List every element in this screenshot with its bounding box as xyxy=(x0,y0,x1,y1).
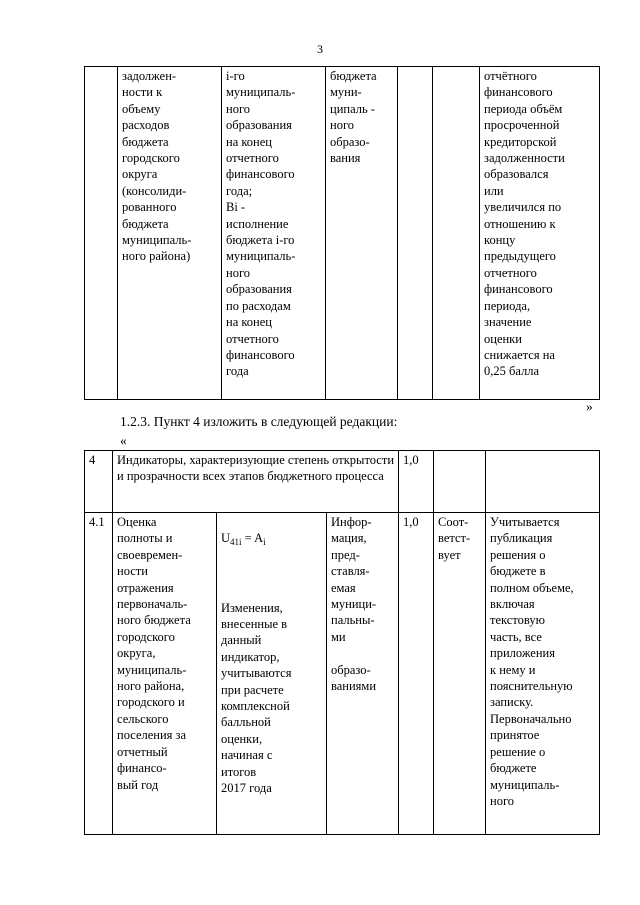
cell-weight: 1,0 xyxy=(399,513,434,835)
cell-number: 4 xyxy=(85,451,113,513)
table-row xyxy=(85,513,600,835)
cell-target xyxy=(434,451,486,513)
cell-comment: Учитывается публикация решения о бюджете в полном объеме, включая текстовую часть, все приложения к нему и пояснительную записку. Первоначально принятое решение о бюджете муниципаль- ного xyxy=(486,513,600,835)
cell-indicator-name: Оценка полноты и своевремен- ности отражения первоначаль- ного бюджета городского округа, муниципаль- ного района, городского и сельского поселения за отчетный финансо- вый год xyxy=(113,513,217,835)
cell-indicator-name: задолжен- ности к объему расходов бюджета городского округа (консолиди- рованного бюджета муниципаль- ного района) xyxy=(118,67,222,400)
amendment-paragraph: 1.2.3. Пункт 4 изложить в следующей редакции: xyxy=(120,414,398,429)
cell-number: 4.1 xyxy=(85,513,113,835)
table-continuation xyxy=(84,66,600,400)
table-row xyxy=(85,67,600,400)
cell-source: Инфор- мация, пред- ставля- емая муници- пальны- ми образо- ваниями xyxy=(327,513,399,835)
cell-source: бюджета муни- ципаль - ного образо- вания xyxy=(326,67,398,400)
formula: $U_{41i} = A_i$ xyxy=(221,531,266,548)
cell-indicator-group: Индикаторы, характеризующие степень открытости и прозрачности всех этапов бюджетного процесса xyxy=(113,451,399,513)
page-number: 3 xyxy=(317,42,323,56)
cell-target xyxy=(433,67,480,400)
opening-quote: « xyxy=(120,433,127,448)
cell-comment: отчётного финансового периода объём просроченной кредиторской задолженности образовался или увеличился по отношению к концу предыдущего отчетного финансового периода, значение оценки снижается на 0,25 балла xyxy=(480,67,600,400)
formula-note: Изменения, внесенные в данный индикатор, учитываются при расчете комплексной балльной оценки, начиная с итогов 2017 года xyxy=(221,600,292,796)
table-indicators xyxy=(84,450,600,835)
cell-formula: i-го муниципаль- ного образования на конец отчетного финансового года; Bi - исполнение бюджета i-го муниципаль- ного образования по расходам на конец отчетного финансового года xyxy=(222,67,326,400)
cell-formula xyxy=(217,513,327,835)
cell-weight xyxy=(398,67,433,400)
cell-target: Соот- ветст- вует xyxy=(434,513,486,835)
table-header-row xyxy=(85,451,600,513)
cell-weight: 1,0 xyxy=(399,451,434,513)
cell-comment xyxy=(486,451,600,513)
cell-number xyxy=(85,67,118,400)
closing-quote: » xyxy=(586,399,593,414)
